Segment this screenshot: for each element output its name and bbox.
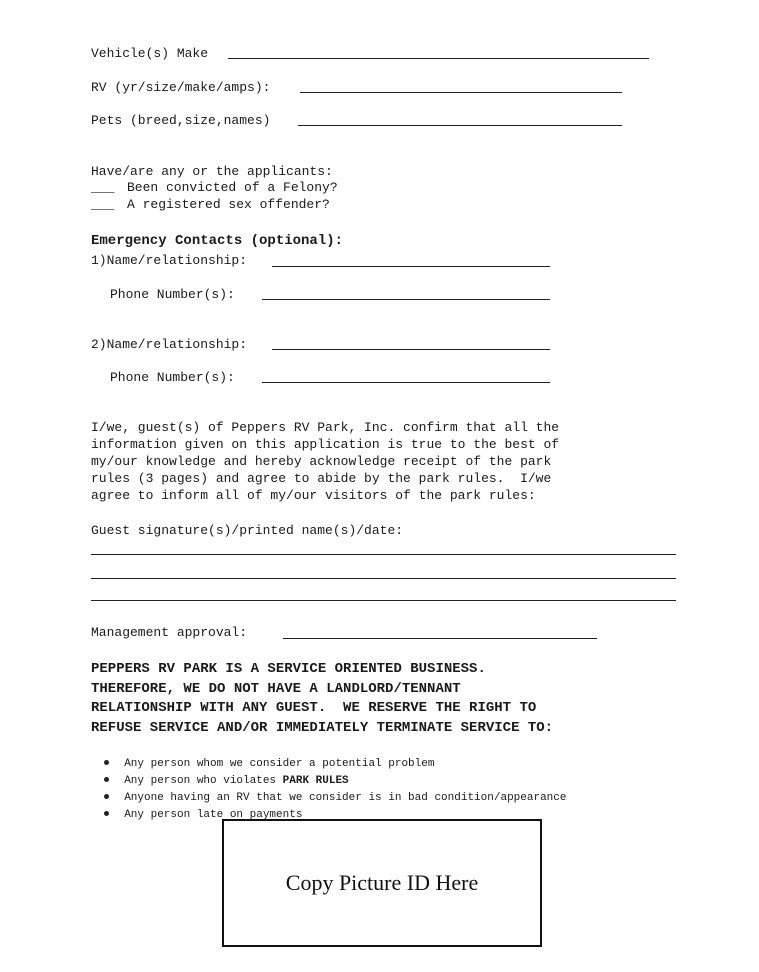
management-approval-field[interactable] xyxy=(283,638,597,639)
bullet-text: Anyone having an RV that we consider is in bad condition/appearance xyxy=(124,792,567,804)
signature-label: Guest signature(s)/printed name(s)/date: xyxy=(91,523,404,538)
confirmation-line-3: my/our knowledge and hereby acknowledge receipt of the park xyxy=(91,454,552,469)
rv-label: RV (yr/size/make/amps): xyxy=(91,80,271,95)
contact1-phone-field[interactable] xyxy=(262,299,550,300)
vehicle-make-label: Vehicle(s) Make xyxy=(91,46,209,61)
signature-line-2[interactable] xyxy=(91,578,676,579)
pets-label: Pets (breed,size,names) xyxy=(91,113,271,128)
contact2-name-field[interactable] xyxy=(272,349,550,350)
emergency-heading: Emergency Contacts (optional): xyxy=(91,233,344,249)
vehicle-make-field[interactable] xyxy=(228,58,649,59)
contact2-name-label: 2)Name/relationship: xyxy=(91,337,248,352)
contact1-name-field[interactable] xyxy=(272,266,550,267)
applicants-intro: Have/are any or the applicants: xyxy=(91,164,333,179)
bullet-text: Any person late on payments xyxy=(124,809,303,821)
sex-offender-checkbox[interactable]: ___ xyxy=(91,197,115,212)
confirmation-line-2: information given on this application is true to the best of xyxy=(91,437,560,452)
contact2-phone-field[interactable] xyxy=(262,382,550,383)
policy-line-1: PEPPERS RV PARK IS A SERVICE ORIENTED BUSINESS. xyxy=(91,661,486,677)
bullet-text: Any person who violates xyxy=(124,775,283,787)
rv-field[interactable] xyxy=(300,92,622,93)
confirmation-line-4: rules (3 pages) and agree to abide by the park rules. I/we xyxy=(91,471,552,486)
confirmation-line-1: I/we, guest(s) of Peppers RV Park, Inc. confirm that all the xyxy=(91,420,560,435)
management-approval-label: Management approval: xyxy=(91,625,248,640)
policy-line-2: THEREFORE, WE DO NOT HAVE A LANDLORD/TENNANT xyxy=(91,681,461,697)
signature-line-3[interactable] xyxy=(91,600,676,601)
felony-checkbox[interactable]: ___ xyxy=(91,180,115,195)
contact1-phone-label: Phone Number(s): xyxy=(110,287,235,302)
bullet-icon xyxy=(104,811,109,816)
picture-id-label: Copy Picture ID Here xyxy=(285,870,479,895)
felony-question: Been convicted of a Felony? xyxy=(127,180,338,195)
contact1-name-label: 1)Name/relationship: xyxy=(91,253,248,268)
signature-line-1[interactable] xyxy=(91,554,676,555)
policy-line-3: RELATIONSHIP WITH ANY GUEST. WE RESERVE THE RIGHT TO xyxy=(91,700,537,716)
confirmation-line-5: agree to inform all of my/our visitors of the park rules: xyxy=(91,488,536,503)
policy-line-4: REFUSE SERVICE AND/OR IMMEDIATELY TERMINATE SERVICE TO: xyxy=(91,720,554,736)
pets-field[interactable] xyxy=(298,125,622,126)
picture-id-box[interactable] xyxy=(222,819,542,947)
bullet-text: Any person whom we consider a potential problem xyxy=(124,758,435,770)
sex-offender-question: A registered sex offender? xyxy=(127,197,330,212)
contact2-phone-label: Phone Number(s): xyxy=(110,370,235,385)
park-rules-emphasis: PARK RULES xyxy=(282,775,349,787)
